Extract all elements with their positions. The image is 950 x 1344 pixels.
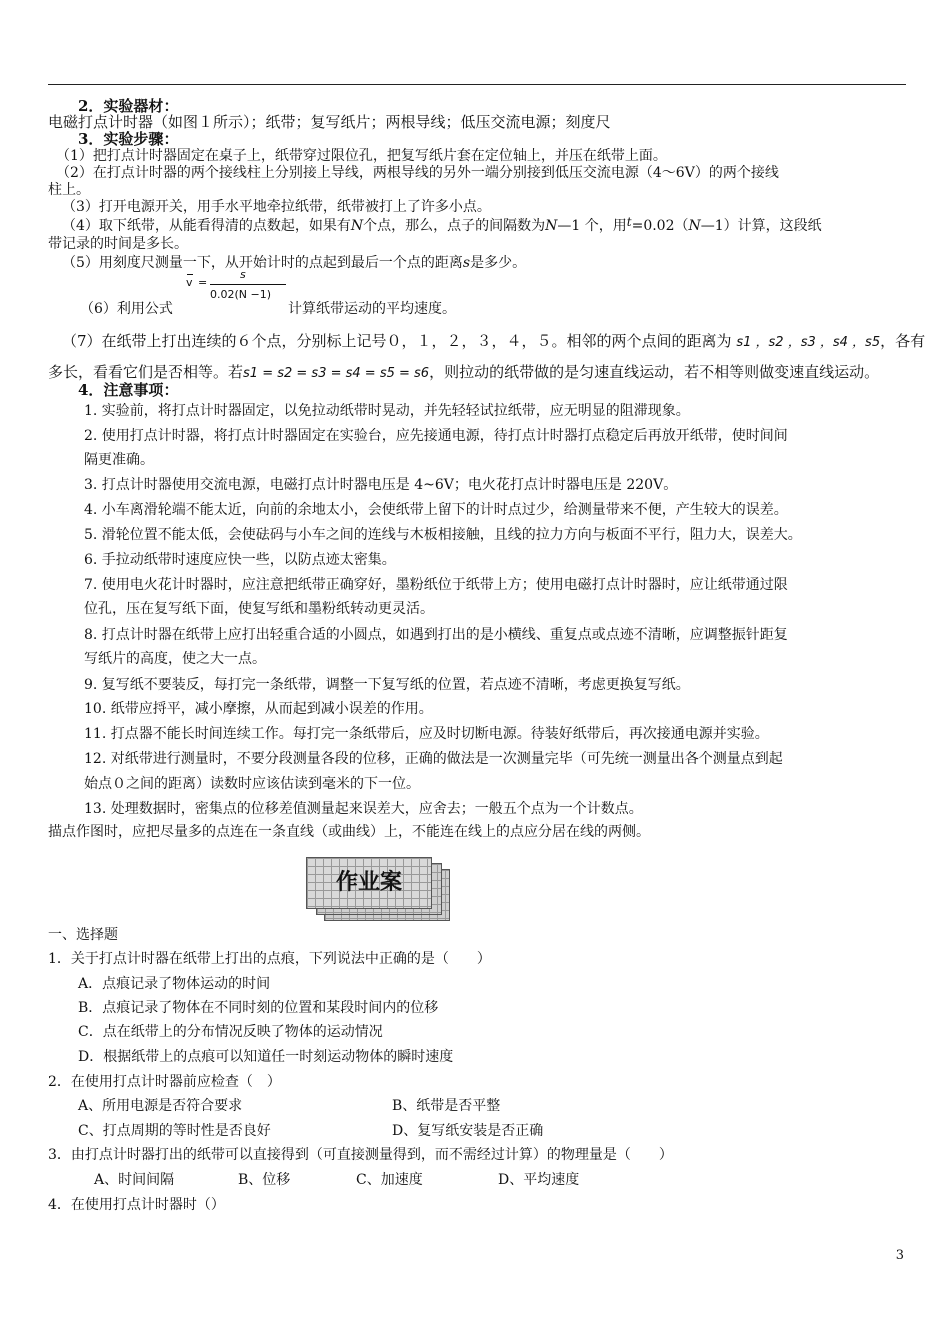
step-4-line1	[62, 217, 822, 236]
note-8-line1: 8. 打点计时器在纸带上应打出轻重合适的小圆点，如遇到打出的是小横线、重复点或点迹不清晰，应调整振针距复	[84, 627, 788, 643]
banner-title: 作业案	[335, 870, 402, 895]
step-7-line2	[48, 363, 879, 383]
step-4-var-t: t	[626, 215, 632, 229]
step-4-text-e: —1）计算，这段纸	[700, 218, 822, 234]
step-4-line2: 带记录的时间是多长。	[48, 236, 188, 252]
velocity-formula	[186, 268, 286, 308]
formula-numerator: s	[240, 268, 246, 281]
step-4-text-a: （4）取下纸带，从能看得清的点数起，如果有	[62, 218, 351, 234]
step-4-text-d: =0.02（	[631, 218, 689, 234]
question-2-option-d: D、复写纸安装是否正确	[392, 1123, 544, 1139]
page-number: 3	[895, 1248, 904, 1263]
note-10: 10. 纸带应捋平，减小摩擦，从而起到减小误差的作用。	[84, 701, 433, 717]
step-2-line2: 柱上。	[48, 182, 90, 198]
question-1: 1．关于打点计时器在纸带上打出的点痕，下列说法中正确的是（ ）	[48, 951, 491, 967]
note-4: 4. 小车离滑轮端不能太近，向前的余地太小，会使纸带上留下的计时点过少，给测量带来不便，产生较大的误差。	[84, 502, 788, 518]
question-3: 3．由打点计时器打出的纸带可以直接得到（可直接测量得到，而不需经过计算）的物理量是（ ）	[48, 1147, 673, 1163]
step-3: （3）打开电源开关，用手水平地牵拉纸带，纸带被打上了许多小点。	[62, 199, 491, 215]
step-6-suffix: 计算纸带运动的平均速度。	[288, 301, 456, 317]
question-3-option-a: A、时间间隔	[94, 1172, 175, 1188]
note-11: 11. 打点器不能长时间连续工作。每打完一条纸带后，应及时切断电源。待装好纸带后，再次接通电源并实验。	[84, 726, 769, 742]
note-9: 9. 复写纸不要装反，每打完一条纸带，调整一下复写纸的位置，若点迹不清晰，考虑更换复写纸。	[84, 677, 690, 693]
step-7-text-d: ，则拉动的纸带做的是匀速直线运动，若不相等则做变速直线运动。	[429, 363, 880, 381]
distance-list: s1 ，s2 ，s3 ，s4 ，s5	[736, 335, 881, 350]
question-2-option-a: A、所用电源是否符合要求	[78, 1098, 243, 1114]
formula-bar-over-v	[187, 274, 193, 275]
step-5-text-b: 是多少。	[470, 255, 527, 271]
note-13: 13. 处理数据时，密集点的位移差值测量起来误差大，应舍去；一般五个点为一个计数点。	[84, 801, 643, 817]
note-1: 1. 实验前，将打点计时器固定，以免拉动纸带时晃动，并先轻轻试拉纸带，应无明显的阻滞现象。	[84, 403, 690, 419]
note-7-line2: 位孔，压在复写纸下面，使复写纸和墨粉纸转动更灵活。	[84, 601, 434, 617]
formula-fraction-line	[210, 284, 286, 285]
note-5: 5. 滑轮位置不能太低，会使砝码与小车之间的连线与木板相接触，且线的拉力方向与板面不平行，阻力大，误差大。	[84, 527, 802, 543]
formula-equals: =	[198, 276, 208, 289]
question-4: 4．在使用打点计时器时（）	[48, 1197, 225, 1213]
question-3-option-b: B、位移	[238, 1172, 291, 1188]
formula-denominator: 0.02(N −1)	[210, 288, 272, 301]
step-7-text-b: ，各有	[880, 332, 926, 350]
note-6: 6. 手拉动纸带时速度应快一些，以防点迹太密集。	[84, 552, 396, 568]
step-4-var-n3: N	[688, 218, 701, 234]
section2-text: 电磁打点计时器（如图１所示）；纸带；复写纸片；两根导线；低压交流电源；刻度尺	[48, 113, 611, 131]
note-2-line1: 2. 使用打点计时器，将打点计时器固定在实验台，应先接通电源，待打点计时器打点稳定后再放开纸带，使时间间	[84, 428, 788, 444]
note-7-line1: 7. 使用电火花计时器时，应注意把纸带正确穿好，墨粉纸位于纸带上方；使用电磁打点计时器时，应让纸带通过限	[84, 577, 788, 593]
question-1-option-a: A．点痕记录了物体运动的时间	[78, 976, 271, 992]
questions-heading: 一、选择题	[48, 927, 118, 943]
section3-heading: 3．实验步骤：	[78, 130, 179, 148]
step-7-text-c: 多长，看看它们是否相等。若	[48, 363, 244, 381]
step-5-var-s: s	[462, 255, 471, 271]
question-3-option-d: D、平均速度	[498, 1172, 580, 1188]
step-5	[62, 254, 526, 273]
question-3-option-c: C、加速度	[356, 1172, 423, 1188]
question-1-option-c: C．点在纸带上的分布情况反映了物体的运动情况	[78, 1024, 383, 1040]
question-2-option-b: B、纸带是否平整	[392, 1098, 501, 1114]
step-4-var-n2: N	[545, 218, 558, 234]
step-4-var-n: N	[350, 218, 364, 234]
section4-heading: 4．注意事项：	[78, 381, 179, 399]
question-1-option-b: B．点痕记录了物体在不同时刻的位置和某段时间内的位移	[78, 1000, 439, 1016]
step-4-text-b: 个点，那么，点子的间隔数为	[363, 218, 546, 234]
section2-heading: 2．实验器材：	[78, 97, 179, 115]
note-12-line1: 12. 对纸带进行测量时，不要分段测量各段的位移，正确的做法是一次测量完毕（可先统一测量出各个测量点到起	[84, 751, 783, 767]
formula-v: v	[186, 276, 193, 289]
note-3: 3. 打点计时器使用交流电源，电磁打点计时器电压是 4~6V；电火花打点计时器电压是 220V。	[84, 477, 678, 493]
question-2: 2．在使用打点计时器前应检查（ ）	[48, 1074, 281, 1090]
step-7-text-a: （7）在纸带上打出连续的６个点，分别标上记号０，１，２，３，４，５。相邻的两个点间的距离为	[62, 332, 732, 350]
note-12-line2: 始点０之间的距离）读数时应该估读到毫米的下一位。	[84, 776, 420, 792]
question-1-option-d: D．根据纸带上的点痕可以知道任一时刻运动物体的瞬时速度	[78, 1049, 454, 1065]
step-4-text-c: —1 个，用	[557, 218, 627, 234]
note-14: 描点作图时，应把尽量多的点连在一条直线（或曲线）上，不能连在线上的点应分居在线的两侧。	[48, 824, 650, 840]
note-8-line2: 写纸片的高度，使之大一点。	[84, 651, 266, 667]
distance-equality: s1 = s2 = s3 = s4 = s5 = s6	[243, 366, 430, 381]
header-rule	[48, 84, 906, 85]
step-6-prefix: （6）利用公式	[80, 301, 173, 317]
step-7-line1	[62, 332, 925, 352]
step-1: （1）把打点计时器固定在桌子上，纸带穿过限位孔，把复写纸片套在定位轴上，并压在纸带上面。	[56, 148, 667, 164]
note-2-line2: 隔更准确。	[84, 452, 154, 468]
homework-banner	[306, 857, 456, 919]
question-2-option-c: C、打点周期的等时性是否良好	[78, 1123, 271, 1139]
step-5-text-a: （5）用刻度尺测量一下，从开始计时的点起到最后一个点的距离	[62, 255, 463, 271]
step-2-line1: （2）在打点计时器的两个接线柱上分别接上导线，两根导线的另外一端分别接到低压交流电源（4～6V）的两个接线	[56, 165, 779, 181]
